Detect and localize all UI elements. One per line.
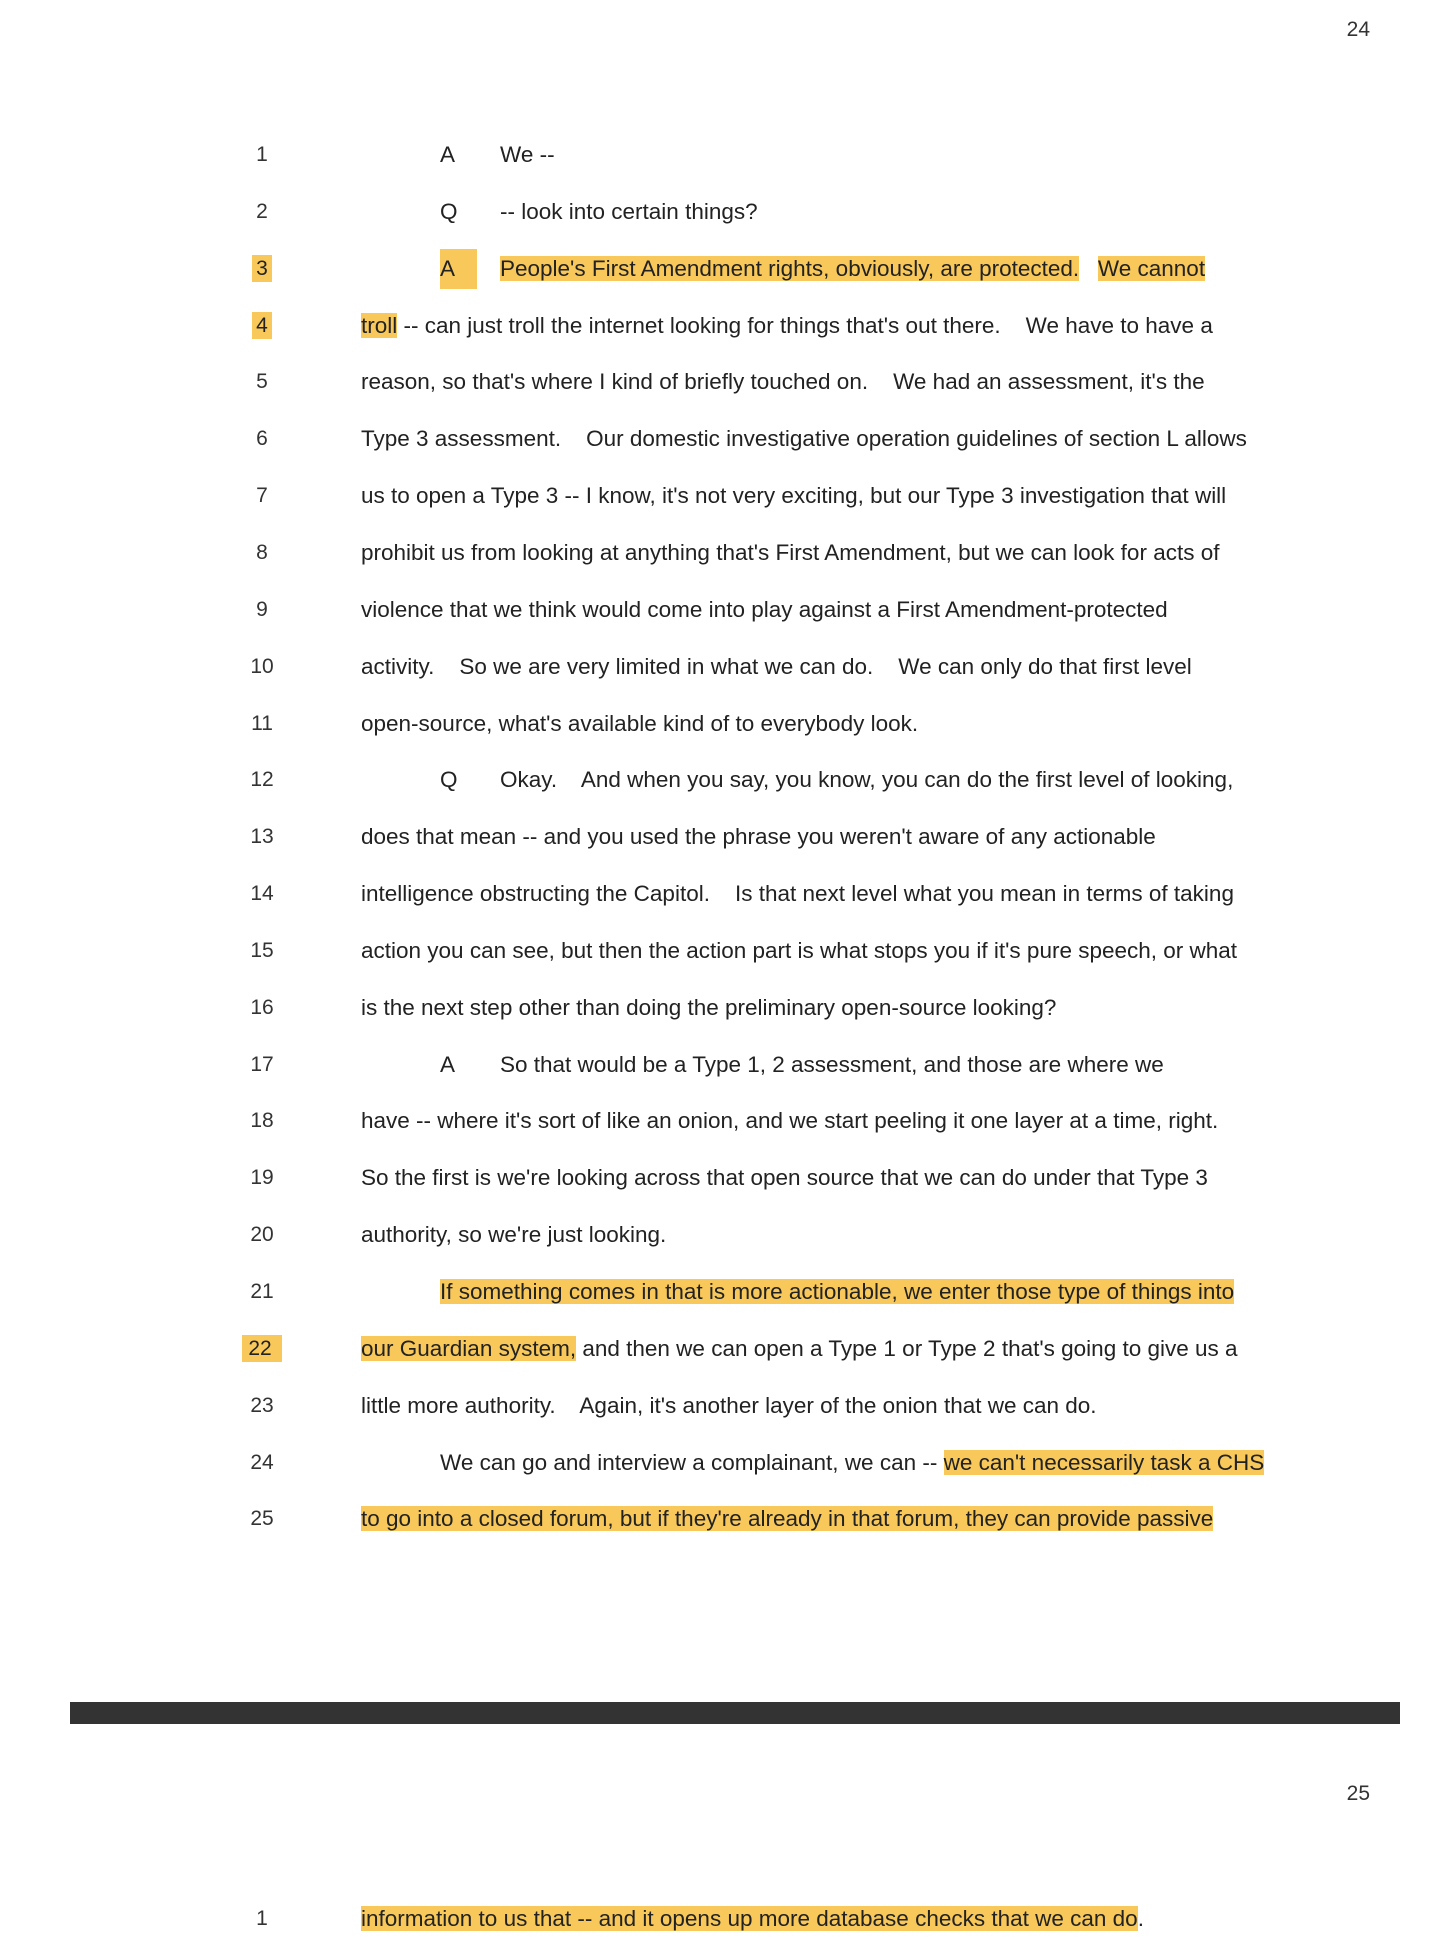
highlighted-text: to go into a closed forum, but if they're already in that forum, they can provide passive [361,1506,1214,1532]
transcript-line [0,1101,1456,1141]
highlighted-text: we can't necessarily task a CHS [943,1449,1265,1475]
line-number: 4 [222,306,302,346]
line-number: 10 [250,654,274,678]
transcript-line [0,1045,1456,1085]
text-segment: authority, so we're just looking. [361,1222,667,1248]
text-segment: violence that we think would come into play against a First Amendment-protected [361,596,1168,622]
text-segment: We -- [500,142,555,167]
highlighted-text: our Guardian system, [361,1335,577,1361]
line-text [500,1045,1164,1085]
transcript-line [0,1899,1456,1939]
line-text [361,1499,1213,1539]
text-segment: So that would be a Type 1, 2 assessment, and those are where we [500,1051,1164,1077]
line-number: 22 [222,1329,302,1369]
highlighted-text: We cannot [1097,255,1206,281]
speaker-label: Q [440,198,458,224]
transcript-line [0,1215,1456,1255]
text-segment: and then we can open a Type 1 or Type 2 that's going to give us a [576,1335,1238,1361]
page-divider [70,1702,1400,1724]
text-segment: intelligence obstructing the Capitol. Is that next level what you mean in terms of taking [361,881,1234,907]
line-number: 12 [250,768,274,792]
text-segment: We can go and interview a complainant, we can -- [440,1449,944,1475]
line-text [361,1158,1208,1198]
transcript-line [0,192,1456,232]
line-number: 5 [256,370,268,394]
transcript-line [0,931,1456,971]
transcript-line [0,760,1456,800]
line-text [361,1329,1238,1369]
line-number: 1 [256,143,268,166]
line-text [500,760,1233,800]
transcript-line [0,988,1456,1028]
text-segment: have -- where it's sort of like an onion, and we start peeling it one layer at a time, right. [361,1108,1219,1134]
text-segment: -- look into certain things? [500,198,758,224]
transcript-line [0,1272,1456,1312]
text-segment: reason, so that's where I kind of briefly touched on. We had an assessment, it's the [361,369,1205,395]
line-number: 19 [250,1166,274,1190]
line-text [361,362,1205,402]
text-segment: Okay. And when you say, you know, you can do the first level of looking, [500,767,1234,793]
transcript-line [0,249,1456,289]
line-number: 21 [250,1280,274,1303]
line-text [500,135,555,175]
highlighted-text: If something comes in that is more actionable, we enter those type of things into [440,1279,1235,1304]
transcript-line [0,476,1456,516]
text-segment: -- can just troll the internet looking for things that's out there. We have to have a [397,312,1213,338]
transcript-line [0,1443,1456,1483]
highlighted-text: information to us that -- and it opens up more database checks that we can do [361,1906,1138,1931]
line-number: 6 [256,427,268,451]
text-segment: . [1137,1906,1144,1931]
transcript-line [0,590,1456,630]
speaker-label: A [440,1051,456,1077]
line-text [500,192,758,232]
line-number: 23 [250,1393,274,1417]
text-segment: Type 3 assessment. Our domestic investigative operation guidelines of section L allows [361,426,1247,452]
line-text [361,988,1056,1028]
transcript-line [0,1329,1456,1369]
line-number: 9 [256,597,268,621]
highlighted-text: troll [361,312,398,338]
text-segment: open-source, what's available kind of to everybody look. [361,710,919,736]
line-number: 11 [251,711,273,735]
line-number: 1 [256,1907,268,1930]
line-text [361,874,1234,914]
text-segment: prohibit us from looking at anything that's First Amendment, but we can look for acts of [361,539,1220,565]
transcript-line [0,1386,1456,1426]
line-text [361,1215,666,1255]
line-number: 25 [250,1507,274,1531]
speaker-label: A [440,249,477,289]
line-text [361,1386,1097,1426]
transcript-line [0,874,1456,914]
line-text [361,1899,1144,1939]
line-text [361,647,1192,687]
page-number: 24 [1346,18,1370,41]
page-number: 25 [1346,1782,1370,1805]
line-number: 2 [256,199,268,223]
transcript-line [0,647,1456,687]
line-number: 14 [250,882,274,906]
line-text [361,590,1168,630]
transcript-line [0,419,1456,459]
speaker-label: Q [440,767,458,793]
transcript-line [0,135,1456,175]
line-text [361,533,1219,573]
highlighted-text: People's First Amendment rights, obviously, are protected. [500,255,1080,281]
text-segment: activity. So we are very limited in what we can do. We can only do that first level [361,653,1192,679]
transcript-line [0,1499,1456,1539]
line-text [500,249,1205,289]
transcript-line [0,817,1456,857]
line-text [361,476,1226,516]
text-segment: action you can see, but then the action part is what stops you if it's pure speech, or what [361,937,1238,963]
line-number: 8 [256,540,268,564]
transcript-line [0,533,1456,573]
line-number: 15 [250,938,274,962]
line-text [440,1272,1234,1312]
line-text [440,1443,1264,1483]
text-segment: So the first is we're looking across that open source that we can do under that Type 3 [361,1165,1208,1191]
line-number: 16 [250,995,274,1019]
text-segment: does that mean -- and you used the phrase you weren't aware of any actionable [361,824,1156,850]
transcript-line [0,306,1456,346]
line-number: 17 [250,1052,274,1076]
line-text [361,419,1247,459]
text-segment: us to open a Type 3 -- I know, it's not very exciting, but our Type 3 investigation that will [361,483,1227,509]
text-segment: is the next step other than doing the preliminary open-source looking? [361,994,1057,1020]
line-text [361,704,918,744]
line-text [361,306,1213,346]
speaker-label: A [440,142,456,167]
line-number: 13 [250,825,274,849]
line-number: 3 [222,249,302,289]
transcript-line [0,1158,1456,1198]
text-segment: little more authority. Again, it's another layer of the onion that we can do. [361,1392,1097,1418]
text-segment [1079,256,1098,281]
transcript-line [0,362,1456,402]
transcript-line [0,704,1456,744]
line-text [361,931,1237,971]
line-number: 20 [250,1223,274,1247]
line-text [361,1101,1218,1141]
line-text [361,817,1156,857]
line-number: 24 [250,1450,274,1474]
line-number: 18 [250,1109,274,1133]
line-number: 7 [256,484,268,508]
